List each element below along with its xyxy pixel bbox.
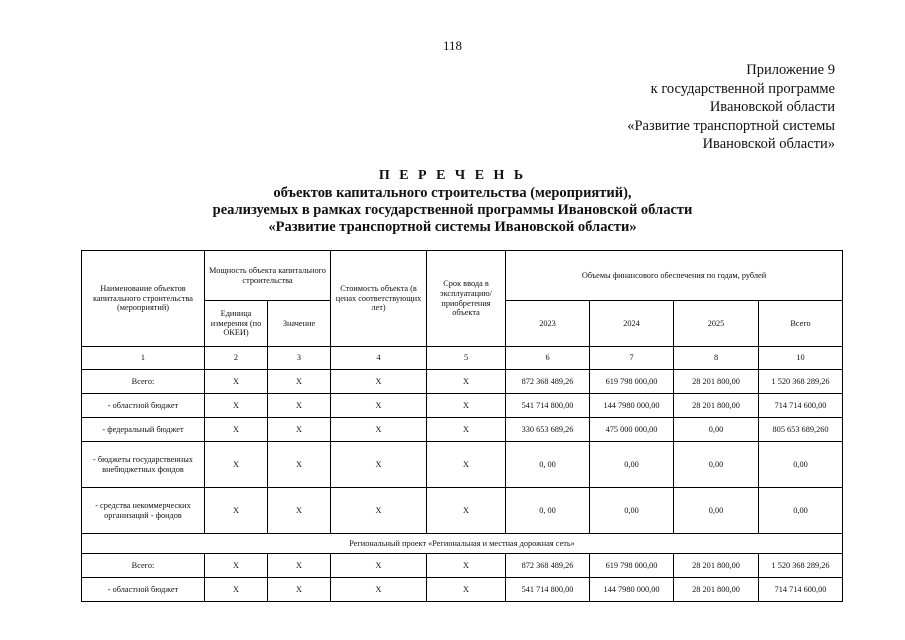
table-row <box>82 370 843 394</box>
cell-total: 0,00 <box>759 488 843 534</box>
table-row <box>82 578 843 602</box>
document-title <box>0 167 905 236</box>
header-unit: Единица измерения (по ОКЕИ) <box>205 301 268 347</box>
cell-name: - федеральный бюджет <box>82 418 205 442</box>
table-row <box>82 442 843 488</box>
header-date: Срок ввода в эксплуатацию/ приобретения объекта <box>427 251 506 347</box>
column-number: 10 <box>759 347 843 370</box>
table-row <box>82 394 843 418</box>
cell-y2023: 330 653 689,26 <box>506 418 590 442</box>
cell-cost: Х <box>331 554 427 578</box>
cell-y2023: 872 368 489,26 <box>506 370 590 394</box>
cell-value: Х <box>268 442 331 488</box>
project-row <box>82 534 843 554</box>
table-row <box>82 554 843 578</box>
cell-y2025: 28 201 800,00 <box>674 370 759 394</box>
cell-name: Всего: <box>82 370 205 394</box>
cell-unit: Х <box>205 488 268 534</box>
cell-total: 1 520 368 289,26 <box>759 554 843 578</box>
cell-value: Х <box>268 370 331 394</box>
cell-date: Х <box>427 442 506 488</box>
title-line: объектов капитального строительства (мероприятий), <box>273 185 632 201</box>
cell-y2023: 0, 00 <box>506 442 590 488</box>
cell-name: - областной бюджет <box>82 578 205 602</box>
cell-y2024: 0,00 <box>590 488 674 534</box>
table-row <box>82 418 843 442</box>
header-total: Всего <box>759 301 843 347</box>
cell-unit: Х <box>205 418 268 442</box>
appendix-block <box>627 61 835 154</box>
cell-value: Х <box>268 418 331 442</box>
cell-y2025: 0,00 <box>674 442 759 488</box>
title-line: «Развитие транспортной системы Ивановской области» <box>268 219 637 235</box>
cell-value: Х <box>268 394 331 418</box>
cell-y2023: 541 714 800,00 <box>506 578 590 602</box>
cell-unit: Х <box>205 578 268 602</box>
cell-date: Х <box>427 488 506 534</box>
capital-construction-table <box>81 250 843 602</box>
cell-value: Х <box>268 554 331 578</box>
title-line: реализуемых в рамках государственной программы Ивановской области <box>212 202 693 218</box>
cell-unit: Х <box>205 554 268 578</box>
column-number: 5 <box>427 347 506 370</box>
header-2024: 2024 <box>590 301 674 347</box>
header-value: Значение <box>268 301 331 347</box>
cell-cost: Х <box>331 488 427 534</box>
cell-date: Х <box>427 418 506 442</box>
cell-y2025: 28 201 800,00 <box>674 554 759 578</box>
cell-total: 714 714 600,00 <box>759 394 843 418</box>
cell-y2025: 0,00 <box>674 488 759 534</box>
column-number: 7 <box>590 347 674 370</box>
appendix-line: Ивановской области» <box>702 136 835 152</box>
column-number: 6 <box>506 347 590 370</box>
cell-cost: Х <box>331 418 427 442</box>
cell-y2024: 619 798 000,00 <box>590 554 674 578</box>
appendix-line: «Развитие транспортной системы <box>627 117 835 134</box>
cell-name: - бюджеты государственных внебюджетных фондов <box>82 442 205 488</box>
header-finance: Объемы финансового обеспечения по годам, рублей <box>506 251 843 301</box>
column-number: 2 <box>205 347 268 370</box>
column-number: 3 <box>268 347 331 370</box>
header-2023: 2023 <box>506 301 590 347</box>
cell-date: Х <box>427 370 506 394</box>
cell-y2025: 28 201 800,00 <box>674 578 759 602</box>
cell-y2025: 28 201 800,00 <box>674 394 759 418</box>
title-heading: П Е Р Е Ч Е Н Ь <box>378 168 527 183</box>
column-number: 1 <box>82 347 205 370</box>
cell-name: Всего: <box>82 554 205 578</box>
cell-date: Х <box>427 578 506 602</box>
appendix-line: к государственной программе <box>650 80 835 97</box>
column-number: 8 <box>674 347 759 370</box>
cell-unit: Х <box>205 442 268 488</box>
header-2025: 2025 <box>674 301 759 347</box>
appendix-line: Приложение 9 <box>746 62 835 78</box>
cell-date: Х <box>427 394 506 418</box>
cell-y2024: 475 000 000,00 <box>590 418 674 442</box>
header-name: Наименование объектов капитального строительства (мероприятий) <box>82 251 205 347</box>
cell-y2025: 0,00 <box>674 418 759 442</box>
cell-name: - средства некоммерческих организаций - фондов <box>82 488 205 534</box>
cell-total: 1 520 368 289,26 <box>759 370 843 394</box>
project-title: Региональный проект «Региональная и местная дорожная сеть» <box>82 534 843 554</box>
cell-unit: Х <box>205 394 268 418</box>
cell-cost: Х <box>331 578 427 602</box>
cell-y2024: 619 798 000,00 <box>590 370 674 394</box>
cell-unit: Х <box>205 370 268 394</box>
cell-total: 714 714 600,00 <box>759 578 843 602</box>
appendix-line: Ивановской области <box>709 99 835 115</box>
header-cost: Стоимость объекта (в ценах соответствующих лет) <box>331 251 427 347</box>
cell-value: Х <box>268 488 331 534</box>
cell-y2023: 541 714 800,00 <box>506 394 590 418</box>
cell-cost: Х <box>331 370 427 394</box>
column-numbers-row <box>82 347 843 370</box>
header-capacity: Мощность объекта капитального строительства <box>205 251 331 301</box>
cell-y2024: 144 7980 000,00 <box>590 394 674 418</box>
cell-cost: Х <box>331 442 427 488</box>
cell-total: 0,00 <box>759 442 843 488</box>
cell-date: Х <box>427 554 506 578</box>
table-row <box>82 488 843 534</box>
cell-name: - областной бюджет <box>82 394 205 418</box>
page-number: 118 <box>442 38 463 53</box>
cell-cost: Х <box>331 394 427 418</box>
cell-y2024: 144 7980 000,00 <box>590 578 674 602</box>
column-number: 4 <box>331 347 427 370</box>
cell-y2023: 0, 00 <box>506 488 590 534</box>
cell-total: 805 653 689,260 <box>759 418 843 442</box>
cell-y2023: 872 368 489,26 <box>506 554 590 578</box>
cell-value: Х <box>268 578 331 602</box>
cell-y2024: 0,00 <box>590 442 674 488</box>
